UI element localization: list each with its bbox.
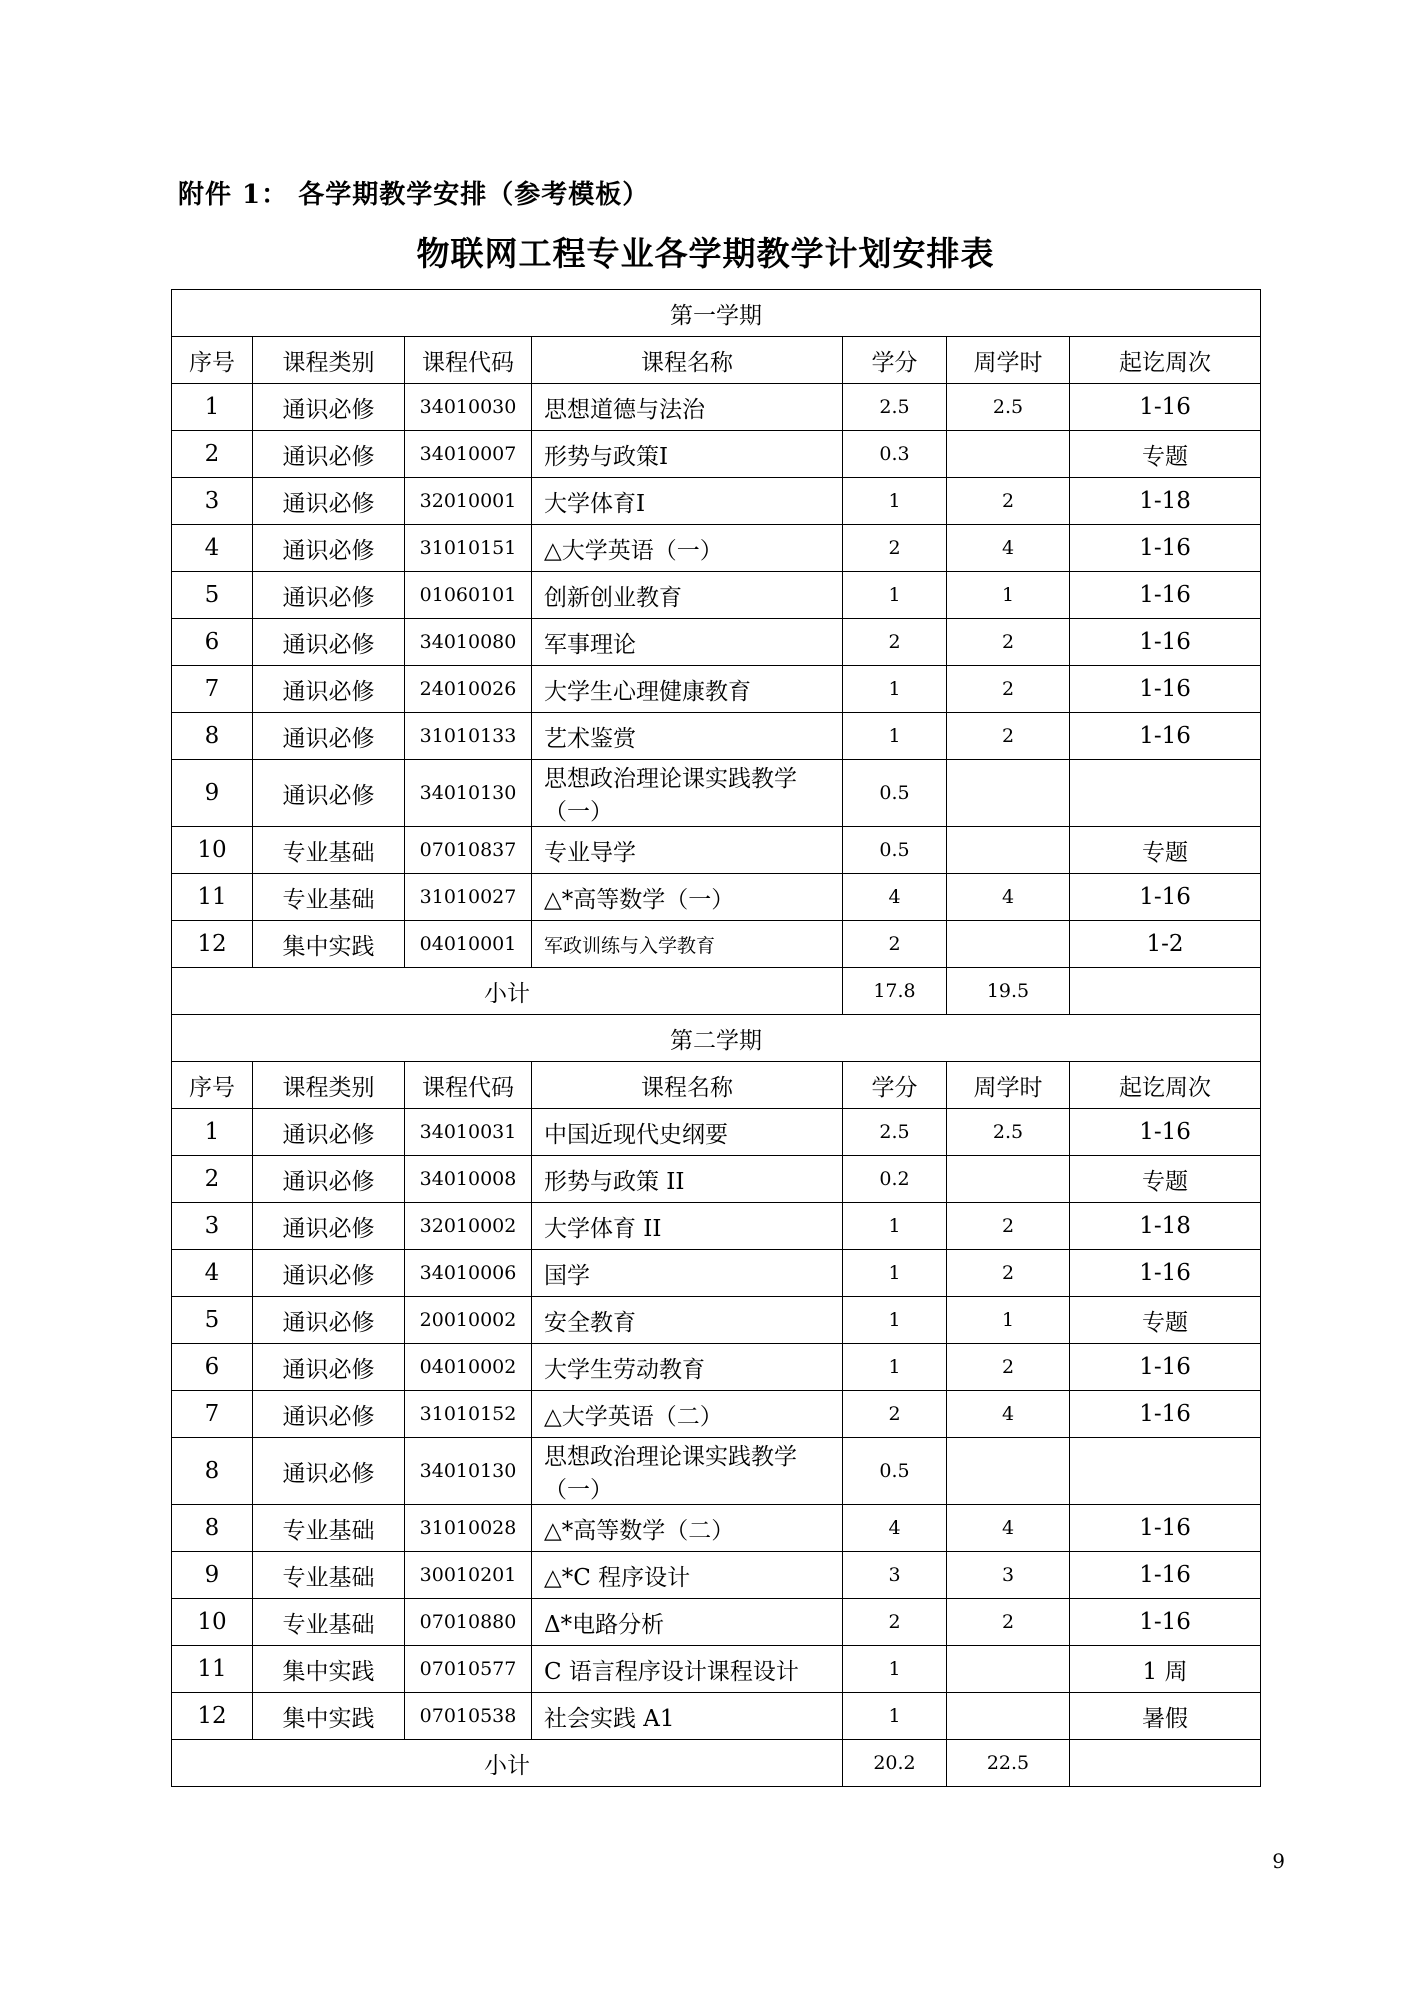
row-number: 4 (172, 1250, 253, 1297)
column-header: 课程代码 (405, 1062, 532, 1109)
column-header: 序号 (172, 1062, 253, 1109)
credits: 2 (843, 1599, 947, 1646)
weekly-hours: 4 (947, 1391, 1070, 1438)
credits: 1 (843, 1344, 947, 1391)
table-row (172, 1693, 1261, 1740)
table-row (172, 1203, 1261, 1250)
column-header: 序号 (172, 337, 253, 384)
course-type: 集中实践 (253, 921, 405, 968)
column-header: 学分 (843, 1062, 947, 1109)
course-code: 31010152 (405, 1391, 532, 1438)
row-number: 11 (172, 1646, 253, 1693)
row-number: 6 (172, 1344, 253, 1391)
table-row (172, 431, 1261, 478)
weekly-hours (947, 827, 1070, 874)
course-type: 集中实践 (253, 1646, 405, 1693)
table-row (172, 921, 1261, 968)
row-number: 8 (172, 713, 253, 760)
table-row (172, 760, 1261, 827)
course-code: 07010538 (405, 1693, 532, 1740)
column-header: 周学时 (947, 1062, 1070, 1109)
table-row (172, 1156, 1261, 1203)
row-number: 7 (172, 1391, 253, 1438)
weekly-hours (947, 921, 1070, 968)
week-range: 1-16 (1070, 384, 1261, 431)
course-name: 中国近现代史纲要 (532, 1109, 843, 1156)
table-row (172, 874, 1261, 921)
semester-title: 第一学期 (172, 290, 1261, 337)
table-row (172, 1391, 1261, 1438)
course-code: 34010030 (405, 384, 532, 431)
credits: 2 (843, 1391, 947, 1438)
weekly-hours: 1 (947, 1297, 1070, 1344)
week-range: 专题 (1070, 827, 1261, 874)
row-number: 10 (172, 827, 253, 874)
credits: 2 (843, 921, 947, 968)
table-row (172, 1438, 1261, 1505)
row-number: 12 (172, 1693, 253, 1740)
table-header-row (172, 337, 1261, 384)
row-number: 12 (172, 921, 253, 968)
credits: 1 (843, 666, 947, 713)
course-name: 国学 (532, 1250, 843, 1297)
table-row (172, 478, 1261, 525)
weekly-hours: 2.5 (947, 1109, 1070, 1156)
course-type: 通识必修 (253, 572, 405, 619)
row-number: 3 (172, 478, 253, 525)
course-name: 军事理论 (532, 619, 843, 666)
week-range: 1-16 (1070, 874, 1261, 921)
table-row (172, 1552, 1261, 1599)
column-header: 课程名称 (532, 337, 843, 384)
course-name: 社会实践 A1 (532, 1693, 843, 1740)
course-name: △大学英语（一） (532, 525, 843, 572)
row-number: 10 (172, 1599, 253, 1646)
course-code: 34010080 (405, 619, 532, 666)
course-type: 通识必修 (253, 1344, 405, 1391)
credits: 2 (843, 619, 947, 666)
week-range: 1-18 (1070, 1203, 1261, 1250)
course-type: 专业基础 (253, 874, 405, 921)
row-number: 5 (172, 1297, 253, 1344)
page-number: 9 (1272, 1849, 1285, 1873)
course-type: 通识必修 (253, 713, 405, 760)
weekly-hours: 3 (947, 1552, 1070, 1599)
weekly-hours: 2 (947, 713, 1070, 760)
table-row (172, 1109, 1261, 1156)
column-header: 课程代码 (405, 337, 532, 384)
course-name: 创新创业教育 (532, 572, 843, 619)
week-range (1070, 1438, 1261, 1505)
week-range: 1-16 (1070, 572, 1261, 619)
credits: 0.5 (843, 827, 947, 874)
subtotal-label: 小计 (172, 1740, 843, 1787)
row-number: 2 (172, 1156, 253, 1203)
course-code: 34010130 (405, 1438, 532, 1505)
column-header: 学分 (843, 337, 947, 384)
semester-title-row (172, 290, 1261, 337)
row-number: 9 (172, 1552, 253, 1599)
course-type: 通识必修 (253, 525, 405, 572)
course-name: △大学英语（二） (532, 1391, 843, 1438)
credits: 2 (843, 525, 947, 572)
table-row (172, 1250, 1261, 1297)
course-code: 34010006 (405, 1250, 532, 1297)
course-code: 07010837 (405, 827, 532, 874)
course-type: 通识必修 (253, 478, 405, 525)
course-code: 32010002 (405, 1203, 532, 1250)
column-header: 起讫周次 (1070, 337, 1261, 384)
course-name: 形势与政策I (532, 431, 843, 478)
course-code: 04010001 (405, 921, 532, 968)
course-type: 通识必修 (253, 1391, 405, 1438)
week-range: 1 周 (1070, 1646, 1261, 1693)
week-range: 专题 (1070, 1297, 1261, 1344)
subtotal-hours: 19.5 (947, 968, 1070, 1015)
table-row (172, 713, 1261, 760)
week-range: 1-16 (1070, 619, 1261, 666)
row-number: 9 (172, 760, 253, 827)
row-number: 1 (172, 384, 253, 431)
weekly-hours (947, 431, 1070, 478)
row-number: 4 (172, 525, 253, 572)
course-code: 20010002 (405, 1297, 532, 1344)
credits: 1 (843, 478, 947, 525)
course-name: C 语言程序设计课程设计 (532, 1646, 843, 1693)
course-type: 通识必修 (253, 1297, 405, 1344)
table-row (172, 525, 1261, 572)
week-range: 1-16 (1070, 1109, 1261, 1156)
course-type: 通识必修 (253, 384, 405, 431)
table-row (172, 1646, 1261, 1693)
credits: 1 (843, 1297, 947, 1344)
course-name: 艺术鉴赏 (532, 713, 843, 760)
week-range: 1-16 (1070, 666, 1261, 713)
weekly-hours: 4 (947, 874, 1070, 921)
course-type: 通识必修 (253, 1203, 405, 1250)
weekly-hours: 2 (947, 619, 1070, 666)
credits: 0.5 (843, 1438, 947, 1505)
weekly-hours: 2.5 (947, 384, 1070, 431)
course-type: 专业基础 (253, 827, 405, 874)
week-range: 1-2 (1070, 921, 1261, 968)
course-name: 军政训练与入学教育 (532, 921, 843, 968)
credits: 0.5 (843, 760, 947, 827)
subtotal-credits: 20.2 (843, 1740, 947, 1787)
course-name: 专业导学 (532, 827, 843, 874)
credits: 4 (843, 874, 947, 921)
attachment-heading: 附件 1： 各学期教学安排（参考模板） (178, 180, 650, 210)
week-range: 1-16 (1070, 1599, 1261, 1646)
course-type: 通识必修 (253, 1109, 405, 1156)
row-number: 7 (172, 666, 253, 713)
week-range: 暑假 (1070, 1693, 1261, 1740)
weekly-hours: 2 (947, 1344, 1070, 1391)
weekly-hours: 4 (947, 1505, 1070, 1552)
course-name: 安全教育 (532, 1297, 843, 1344)
weekly-hours: 2 (947, 1250, 1070, 1297)
course-type: 通识必修 (253, 431, 405, 478)
credits: 1 (843, 1693, 947, 1740)
course-name: Δ*电路分析 (532, 1599, 843, 1646)
course-code: 34010007 (405, 431, 532, 478)
course-code: 34010031 (405, 1109, 532, 1156)
course-code: 34010130 (405, 760, 532, 827)
teaching-plan-table (171, 289, 1261, 1787)
week-range: 1-16 (1070, 1552, 1261, 1599)
credits: 1 (843, 1646, 947, 1693)
week-range: 1-16 (1070, 525, 1261, 572)
week-range: 1-16 (1070, 1391, 1261, 1438)
week-range: 1-16 (1070, 1505, 1261, 1552)
subtotal-label: 小计 (172, 968, 843, 1015)
table-row (172, 1297, 1261, 1344)
course-code: 32010001 (405, 478, 532, 525)
week-range: 1-16 (1070, 713, 1261, 760)
course-type: 专业基础 (253, 1599, 405, 1646)
course-name: 大学生心理健康教育 (532, 666, 843, 713)
row-number: 11 (172, 874, 253, 921)
table-row (172, 384, 1261, 431)
course-code: 24010026 (405, 666, 532, 713)
row-number: 8 (172, 1505, 253, 1552)
column-header: 课程类别 (253, 337, 405, 384)
credits: 3 (843, 1552, 947, 1599)
course-name: 形势与政策 II (532, 1156, 843, 1203)
semester-title: 第二学期 (172, 1015, 1261, 1062)
course-code: 31010151 (405, 525, 532, 572)
subtotal-hours: 22.5 (947, 1740, 1070, 1787)
subtotal-row (172, 968, 1261, 1015)
course-type: 通识必修 (253, 619, 405, 666)
course-name: △*高等数学（二） (532, 1505, 843, 1552)
course-type: 通识必修 (253, 1438, 405, 1505)
credits: 2.5 (843, 384, 947, 431)
week-range: 专题 (1070, 431, 1261, 478)
weekly-hours: 2 (947, 1203, 1070, 1250)
credits: 1 (843, 572, 947, 619)
column-header: 课程名称 (532, 1062, 843, 1109)
credits: 1 (843, 713, 947, 760)
subtotal-row (172, 1740, 1261, 1787)
column-header: 周学时 (947, 337, 1070, 384)
credits: 2.5 (843, 1109, 947, 1156)
weekly-hours: 2 (947, 1599, 1070, 1646)
course-code: 07010577 (405, 1646, 532, 1693)
row-number: 3 (172, 1203, 253, 1250)
course-code: 34010008 (405, 1156, 532, 1203)
weekly-hours (947, 1438, 1070, 1505)
week-range: 专题 (1070, 1156, 1261, 1203)
weekly-hours: 2 (947, 478, 1070, 525)
course-name: 大学生劳动教育 (532, 1344, 843, 1391)
credits: 0.2 (843, 1156, 947, 1203)
weekly-hours: 2 (947, 666, 1070, 713)
weekly-hours (947, 1646, 1070, 1693)
row-number: 2 (172, 431, 253, 478)
table-row (172, 1505, 1261, 1552)
table-row (172, 827, 1261, 874)
row-number: 1 (172, 1109, 253, 1156)
course-code: 31010028 (405, 1505, 532, 1552)
subtotal-credits: 17.8 (843, 968, 947, 1015)
table-row (172, 572, 1261, 619)
credits: 1 (843, 1250, 947, 1297)
credits: 1 (843, 1203, 947, 1250)
week-range: 1-18 (1070, 478, 1261, 525)
table-row (172, 1344, 1261, 1391)
course-type: 通识必修 (253, 666, 405, 713)
semester-title-row (172, 1015, 1261, 1062)
course-name: 思想道德与法治 (532, 384, 843, 431)
weekly-hours: 1 (947, 572, 1070, 619)
course-code: 01060101 (405, 572, 532, 619)
course-type: 通识必修 (253, 1156, 405, 1203)
table-row (172, 619, 1261, 666)
page-title: 物联网工程专业各学期教学计划安排表 (416, 234, 995, 273)
subtotal-empty (1070, 1740, 1261, 1787)
weekly-hours (947, 760, 1070, 827)
weekly-hours (947, 1693, 1070, 1740)
week-range: 1-16 (1070, 1344, 1261, 1391)
course-code: 07010880 (405, 1599, 532, 1646)
course-name: △*高等数学（一） (532, 874, 843, 921)
course-code: 04010002 (405, 1344, 532, 1391)
row-number: 5 (172, 572, 253, 619)
course-code: 30010201 (405, 1552, 532, 1599)
course-name: 大学体育I (532, 478, 843, 525)
course-type: 专业基础 (253, 1552, 405, 1599)
course-name: 思想政治理论课实践教学（一） (532, 1438, 843, 1505)
column-header: 起讫周次 (1070, 1062, 1261, 1109)
course-name: 大学体育 II (532, 1203, 843, 1250)
table-row (172, 1599, 1261, 1646)
course-name: 思想政治理论课实践教学（一） (532, 760, 843, 827)
course-code: 31010027 (405, 874, 532, 921)
subtotal-empty (1070, 968, 1261, 1015)
course-type: 通识必修 (253, 760, 405, 827)
weekly-hours (947, 1156, 1070, 1203)
row-number: 8 (172, 1438, 253, 1505)
course-code: 31010133 (405, 713, 532, 760)
course-type: 通识必修 (253, 1250, 405, 1297)
course-type: 专业基础 (253, 1505, 405, 1552)
weekly-hours: 4 (947, 525, 1070, 572)
week-range: 1-16 (1070, 1250, 1261, 1297)
course-type: 集中实践 (253, 1693, 405, 1740)
table-header-row (172, 1062, 1261, 1109)
week-range (1070, 760, 1261, 827)
credits: 0.3 (843, 431, 947, 478)
credits: 4 (843, 1505, 947, 1552)
column-header: 课程类别 (253, 1062, 405, 1109)
row-number: 6 (172, 619, 253, 666)
course-name: △*C 程序设计 (532, 1552, 843, 1599)
table-row (172, 666, 1261, 713)
